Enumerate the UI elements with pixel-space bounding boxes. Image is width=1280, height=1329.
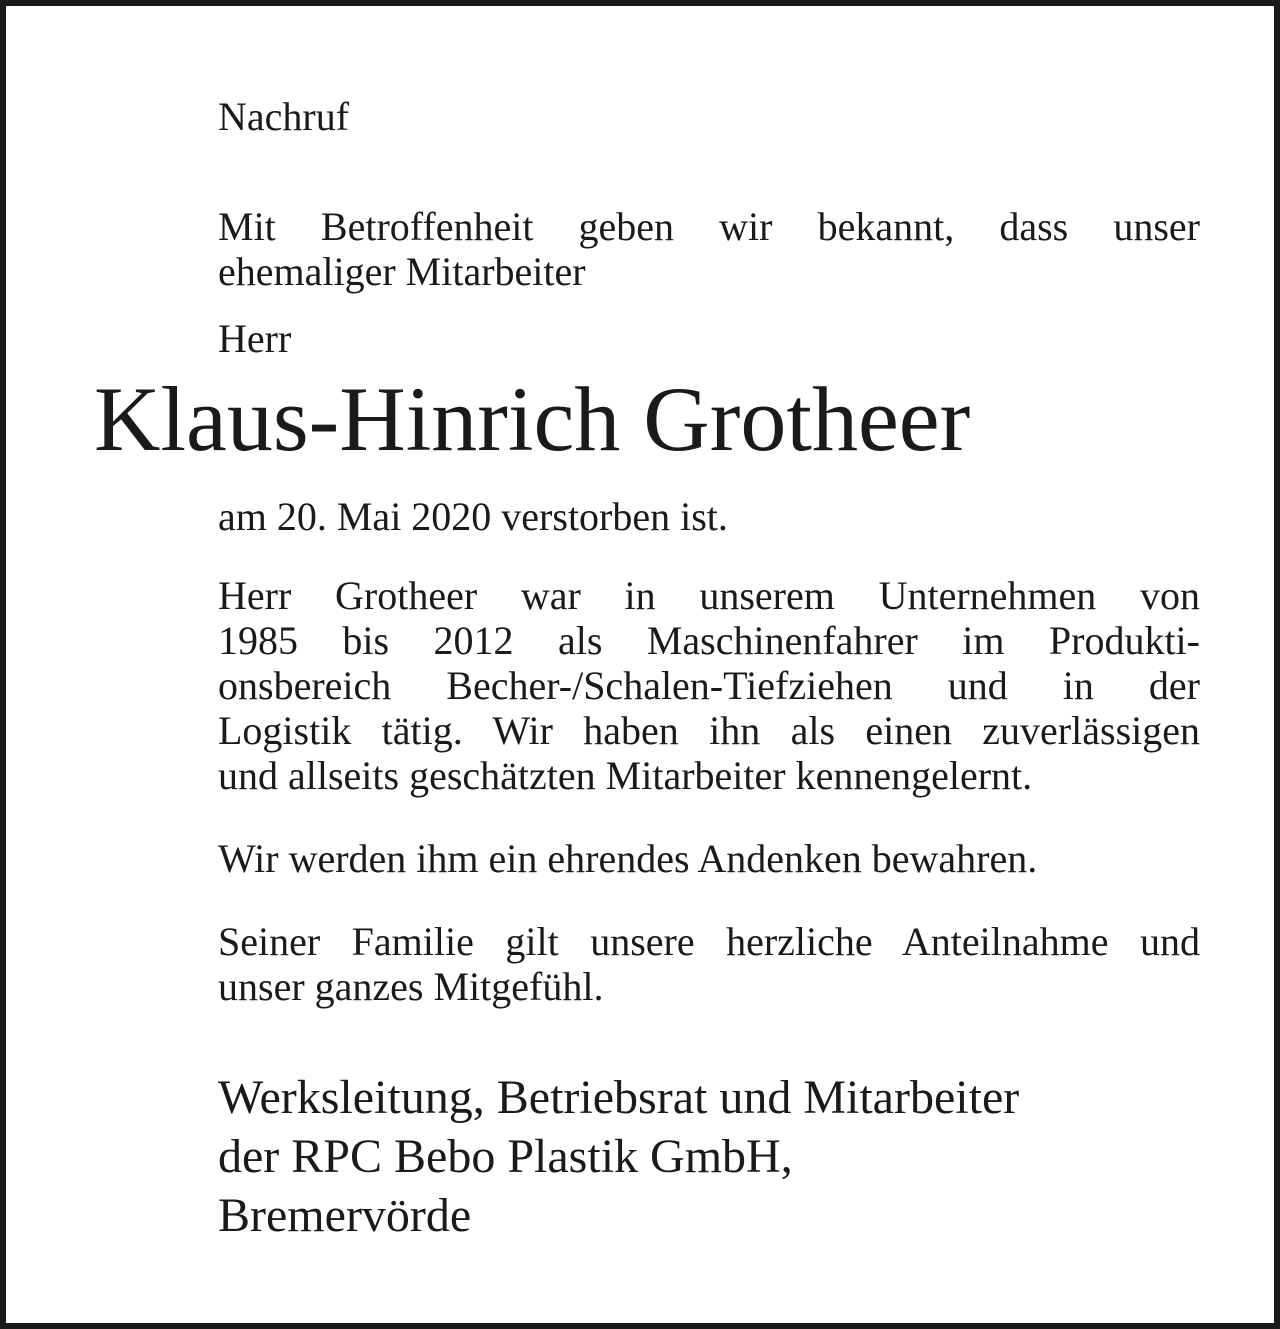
intro-line: ehemaliger Mitarbeiter xyxy=(218,249,586,294)
intro-text xyxy=(218,204,1200,294)
signature-line: Bremervörde xyxy=(218,1189,472,1242)
deceased-name: Klaus-Hinrich Grotheer xyxy=(94,368,971,470)
career-line: Logistik tätig. Wir haben ihn als einen zuverlässigen xyxy=(218,708,1200,753)
memory-text: Wir werden ihm ein ehrendes Andenken bewahren. xyxy=(218,836,1038,881)
condolence-text xyxy=(218,919,1200,1009)
career-line: Herr Grotheer war in unserem Unternehmen von xyxy=(218,573,1200,618)
signature-line: der RPC Bebo Plastik GmbH, xyxy=(218,1130,793,1183)
career-line: und allseits geschätzten Mitarbeiter kennengelernt. xyxy=(218,753,1033,798)
career-line: 1985 bis 2012 als Maschinenfahrer im Produkti- xyxy=(218,618,1200,663)
career-text xyxy=(218,573,1200,798)
condolence-line: unser ganzes Mitgefühl. xyxy=(218,964,604,1009)
death-date-line: am 20. Mai 2020 verstorben ist. xyxy=(218,494,728,539)
signature-line: Werksleitung, Betriebsrat und Mitarbeiter xyxy=(218,1071,1020,1124)
career-line: onsbereich Becher-/Schalen-Tiefziehen und in der xyxy=(218,663,1200,708)
salutation: Herr xyxy=(218,316,292,361)
signature xyxy=(218,1068,1218,1245)
condolence-line: Seiner Familie gilt unsere herzliche Anteilnahme und xyxy=(218,919,1200,964)
intro-line: Mit Betroffenheit geben wir bekannt, dass unser xyxy=(218,204,1200,249)
obituary-heading: Nachruf xyxy=(218,94,350,139)
